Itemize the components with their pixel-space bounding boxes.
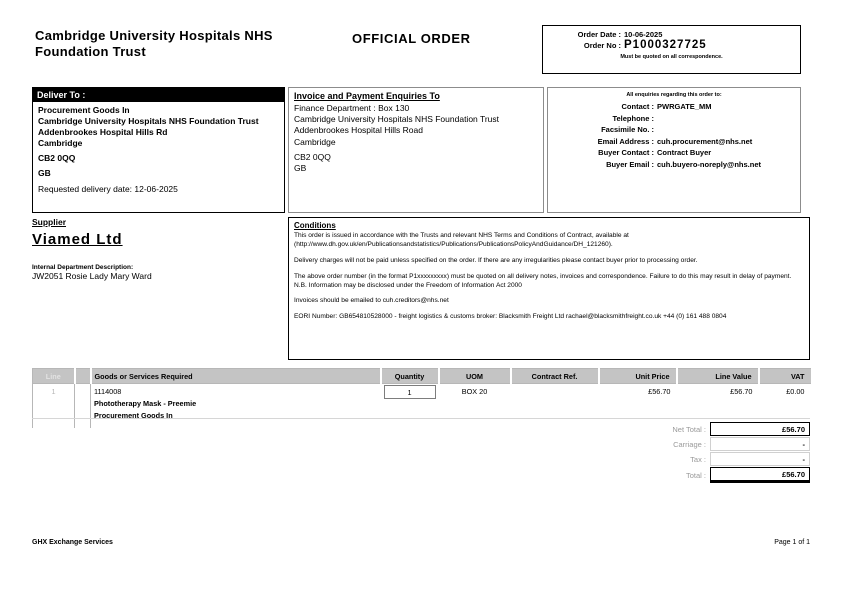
deliver-line: Procurement Goods In bbox=[38, 105, 130, 115]
invoice-address bbox=[294, 103, 538, 174]
item-spacer-cell bbox=[75, 384, 91, 428]
items-header-row bbox=[33, 369, 811, 384]
telephone-row bbox=[554, 114, 794, 123]
buyer-email-label: Buyer Email : bbox=[606, 159, 654, 169]
deliver-line: Cambridge bbox=[38, 138, 83, 149]
supplier-heading: Supplier bbox=[32, 217, 67, 227]
facsimile-row bbox=[554, 125, 794, 134]
item-row bbox=[33, 384, 811, 428]
internal-dept-value: JW2051 Rosie Lady Mary Ward bbox=[32, 271, 152, 281]
col-header-contract-ref: Contract Ref. bbox=[511, 369, 599, 384]
order-date-row bbox=[549, 30, 794, 39]
invoice-line: Finance Department : Box 130 bbox=[294, 103, 410, 113]
email-value: cuh.procurement@nhs.net bbox=[657, 136, 753, 146]
order-date-value: 10-06-2025 bbox=[624, 30, 663, 39]
deliver-to-box bbox=[32, 87, 285, 213]
order-no-row bbox=[549, 39, 794, 51]
totals-section bbox=[560, 422, 810, 484]
col-header-goods: Goods or Services Required bbox=[91, 369, 381, 384]
order-info-box bbox=[542, 25, 801, 74]
conditions-paragraph: Delivery charges will not be paid unless specified on the order. If there are any irregularities please contact buyer prior to processing order. bbox=[294, 256, 698, 264]
deliver-country: GB bbox=[38, 168, 51, 179]
contact-details-box bbox=[547, 87, 801, 213]
buyer-contact-label: Buyer Contact : bbox=[598, 148, 654, 157]
invoice-enquiries-box bbox=[288, 87, 544, 213]
contact-label: Contact : bbox=[621, 102, 654, 111]
col-header-line: Line bbox=[33, 369, 75, 384]
deliver-line: Addenbrookes Hospital Hills Rd bbox=[38, 127, 168, 138]
item-uom: BOX 20 bbox=[461, 387, 488, 396]
internal-dept-label: Internal Department Description: bbox=[32, 264, 134, 271]
grand-total-label: Total : bbox=[685, 470, 706, 480]
order-quote-note: Must be quoted on all correspondence. bbox=[620, 54, 723, 60]
supplier-name: Viamed Ltd bbox=[32, 231, 123, 248]
col-header-line-value: Line Value bbox=[677, 369, 759, 384]
contact-row bbox=[554, 102, 794, 111]
conditions-paragraph: EORI Number: GB654810528000 - freight logistics & customs broker: Blacksmith Freight Ltd rachael@blacksmithfreight.co.uk +44 (0) 161 488 0804 bbox=[294, 313, 727, 321]
net-total-value: £56.70 bbox=[710, 422, 810, 436]
buyer-email-value: cuh.buyero-noreply@nhs.net bbox=[657, 159, 761, 169]
invoice-line: Cambridge University Hospitals NHS Foundation Trust bbox=[294, 114, 500, 125]
tax-label: Tax : bbox=[690, 454, 706, 464]
conditions-box bbox=[288, 217, 810, 360]
table-bottom-rule bbox=[32, 418, 810, 419]
col-header-uom: UOM bbox=[439, 369, 511, 384]
col-header-unit-price: Unit Price bbox=[599, 369, 677, 384]
item-code: 1114008 bbox=[94, 387, 122, 396]
org-name: Cambridge University Hospitals NHS Foundation Trust bbox=[35, 28, 273, 60]
col-header-vat: VAT bbox=[759, 369, 811, 384]
item-unit-price: £56.70 bbox=[648, 387, 671, 396]
invoice-country: GB bbox=[294, 163, 307, 174]
grand-total-row bbox=[560, 467, 810, 483]
telephone-label: Telephone : bbox=[612, 113, 654, 123]
requested-delivery-date: Requested delivery date: 12-06-2025 bbox=[38, 184, 178, 195]
email-label: Email Address : bbox=[597, 136, 654, 146]
deliver-line: Cambridge University Hospitals NHS Foundation Trust bbox=[38, 116, 259, 127]
item-vat: £0.00 bbox=[786, 387, 805, 396]
item-quantity-value: 1 bbox=[384, 385, 436, 399]
conditions-paragraph: Invoices should be emailed to cuh.creditors@nhs.net bbox=[294, 297, 449, 305]
net-total-row bbox=[560, 422, 810, 436]
order-date-label: Order Date : bbox=[577, 30, 621, 39]
item-line-value: £56.70 bbox=[730, 387, 753, 396]
carriage-row bbox=[560, 437, 810, 451]
grand-total-value: £56.70 bbox=[710, 467, 810, 483]
item-quantity-cell bbox=[381, 384, 439, 428]
buyer-contact-row bbox=[554, 148, 794, 157]
conditions-paragraph: This order is issued in accordance with the Trusts and relevant NHS Terms and Conditions of Contract, available at (http://www.dh.gov.uk/en/Publicationsandstatistics/Publications/PublicationsPolicyAndGuidance/DH_121260). bbox=[294, 232, 629, 248]
buyer-contact-value: Contract Buyer bbox=[657, 148, 712, 157]
invoice-line: Cambridge bbox=[294, 136, 336, 147]
invoice-line: Addenbrookes Hospital Hills Road bbox=[294, 125, 423, 136]
contact-value: PWRGATE_MM bbox=[657, 102, 712, 111]
col-header-quantity: Quantity bbox=[381, 369, 439, 384]
order-no-label: Order No : bbox=[583, 41, 621, 50]
document-title: OFFICIAL ORDER bbox=[352, 31, 471, 46]
item-description-cell bbox=[91, 384, 381, 428]
tax-row bbox=[560, 452, 810, 466]
deliver-to-heading: Deliver To : bbox=[33, 88, 284, 102]
conditions-heading: Conditions bbox=[294, 221, 336, 230]
buyer-email-row bbox=[554, 160, 794, 169]
conditions-paragraph: The above order number (in the format P1xxxxxxxxx) must be quoted on all delivery notes, invoices and correspondence. Failure to do this may result in delay of payment. N.B. Information may be disclosed under the Freedom of Information Act 2000 bbox=[294, 272, 792, 289]
deliver-postcode: CB2 0QQ bbox=[38, 153, 76, 164]
email-row bbox=[554, 137, 794, 146]
tax-value: - bbox=[710, 452, 810, 466]
supplier-section bbox=[32, 217, 282, 281]
col-header-spacer bbox=[75, 369, 91, 384]
carriage-label: Carriage : bbox=[673, 439, 706, 449]
footer-service-name: GHX Exchange Services bbox=[32, 539, 113, 546]
footer-page-number: Page 1 of 1 bbox=[774, 539, 810, 546]
item-category: Procurement Goods In bbox=[94, 411, 173, 420]
invoice-enquiries-heading: Invoice and Payment Enquiries To bbox=[294, 91, 440, 101]
net-total-label: Net Total : bbox=[672, 424, 706, 434]
item-line-number: 1 bbox=[33, 384, 75, 428]
item-contract-ref bbox=[511, 384, 599, 428]
order-no-value: P1000327725 bbox=[624, 39, 707, 51]
deliver-to-address bbox=[33, 102, 284, 198]
facsimile-label: Facsimile No. : bbox=[601, 125, 654, 134]
item-description: Phototherapy Mask - Preemie bbox=[94, 399, 197, 408]
carriage-value: - bbox=[710, 437, 810, 451]
enquiries-note: All enquiries regarding this order to: bbox=[626, 92, 722, 98]
invoice-postcode: CB2 0QQ bbox=[294, 151, 331, 162]
